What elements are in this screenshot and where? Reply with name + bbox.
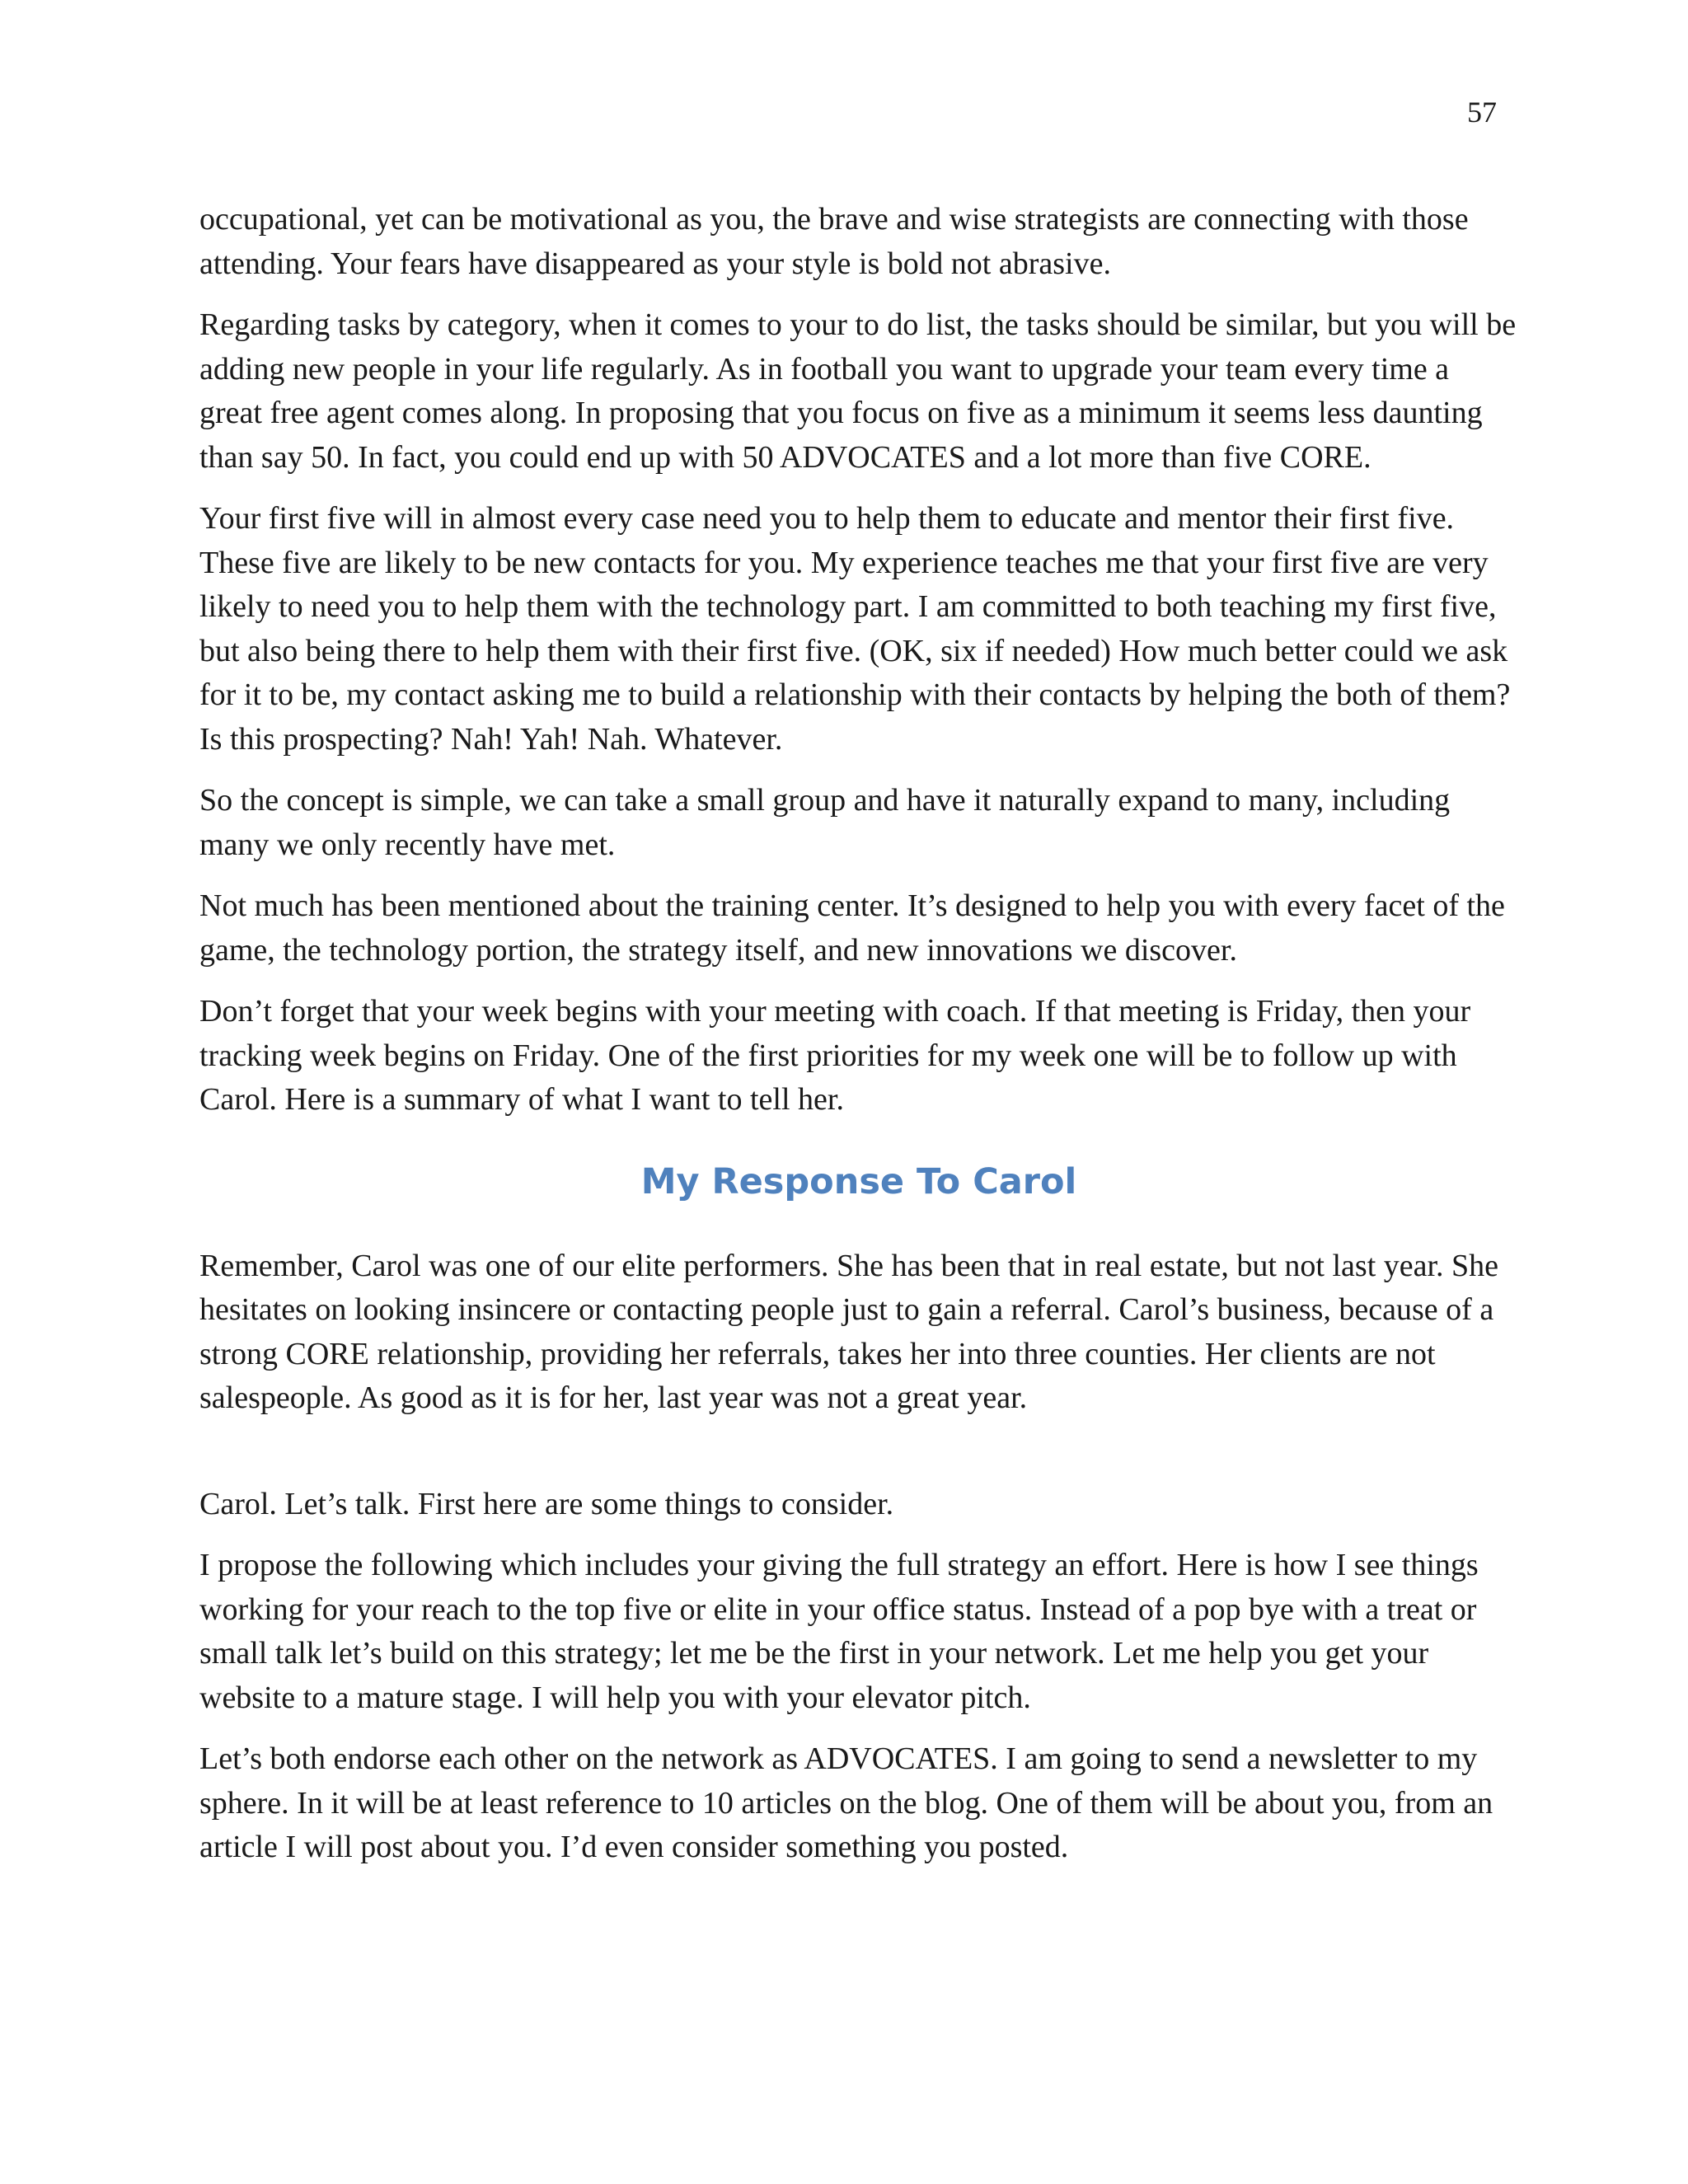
body-paragraph: Not much has been mentioned about the training center. It’s designed to help you with every facet of the game, the technology portion, the strategy itself, and new innovations we discover. <box>199 888 1505 968</box>
body-paragraph: Carol. Let’s talk. First here are some things to consider. <box>199 1486 894 1521</box>
page-body <box>199 198 1518 1887</box>
body-paragraph: So the concept is simple, we can take a small group and have it naturally expand to many, including many we only recently have met. <box>199 783 1451 862</box>
body-paragraph: Your first five will in almost every case need you to help them to educate and mentor their first five. These five are likely to be new contacts for you. My experience teaches me that your first five are very likely to need you to help them with the technology part. I am committed to both teaching my first five, but also being there to help them with their first five. (OK, six if needed) How much better could we ask for it to be, my contact asking me to build a relationship with their contacts by helping the both of them? Is this prospecting? Nah! Yah! Nah. Whatever. <box>199 501 1511 757</box>
body-paragraph: occupational, yet can be motivational as you, the brave and wise strategists are connecting with those attending. Your fears have disappeared as your style is bold not abrasive. <box>199 202 1469 281</box>
page-number: 57 <box>1467 96 1497 129</box>
body-paragraph: Regarding tasks by category, when it comes to your to do list, the tasks should be similar, but you will be adding new people in your life regularly. As in football you want to upgrade your team every time a great free agent comes along. In proposing that you focus on five as a minimum it seems less daunting than say 50. In fact, you could end up with 50 ADVOCATES and a lot more than five CORE. <box>199 307 1517 475</box>
section-heading: My Response To Carol <box>640 1160 1077 1202</box>
body-paragraph: Remember, Carol was one of our elite performers. She has been that in real estate, but not last year. She hesitates on looking insincere or contacting people just to gain a referral. Carol’s business, because of a strong CORE relationship, providing her referrals, takes her into three counties. Her clients are not salespeople. As good as it is for her, last year was not a great year. <box>199 1248 1499 1415</box>
body-paragraph: Don’t forget that your week begins with your meeting with coach. If that meeting is Friday, then your tracking week begins on Friday. One of the first priorities for my week one will be to follow up with Carol. Here is a summary of what I want to tell her. <box>199 994 1471 1117</box>
body-paragraph: Let’s both endorse each other on the network as ADVOCATES. I am going to send a newsletter to my sphere. In it will be at least reference to 10 articles on the blog. One of them will be about you, from an article I will post about you. I’d even consider something you posted. <box>199 1741 1493 1864</box>
body-paragraph: I propose the following which includes your giving the full strategy an effort. Here is how I see things working for your reach to the top five or elite in your office status. Instead of a pop bye with a treat or small talk let’s build on this strategy; let me be the first in your network. Let me help you get your website to a mature stage. I will help you with your elevator pitch. <box>199 1548 1479 1715</box>
